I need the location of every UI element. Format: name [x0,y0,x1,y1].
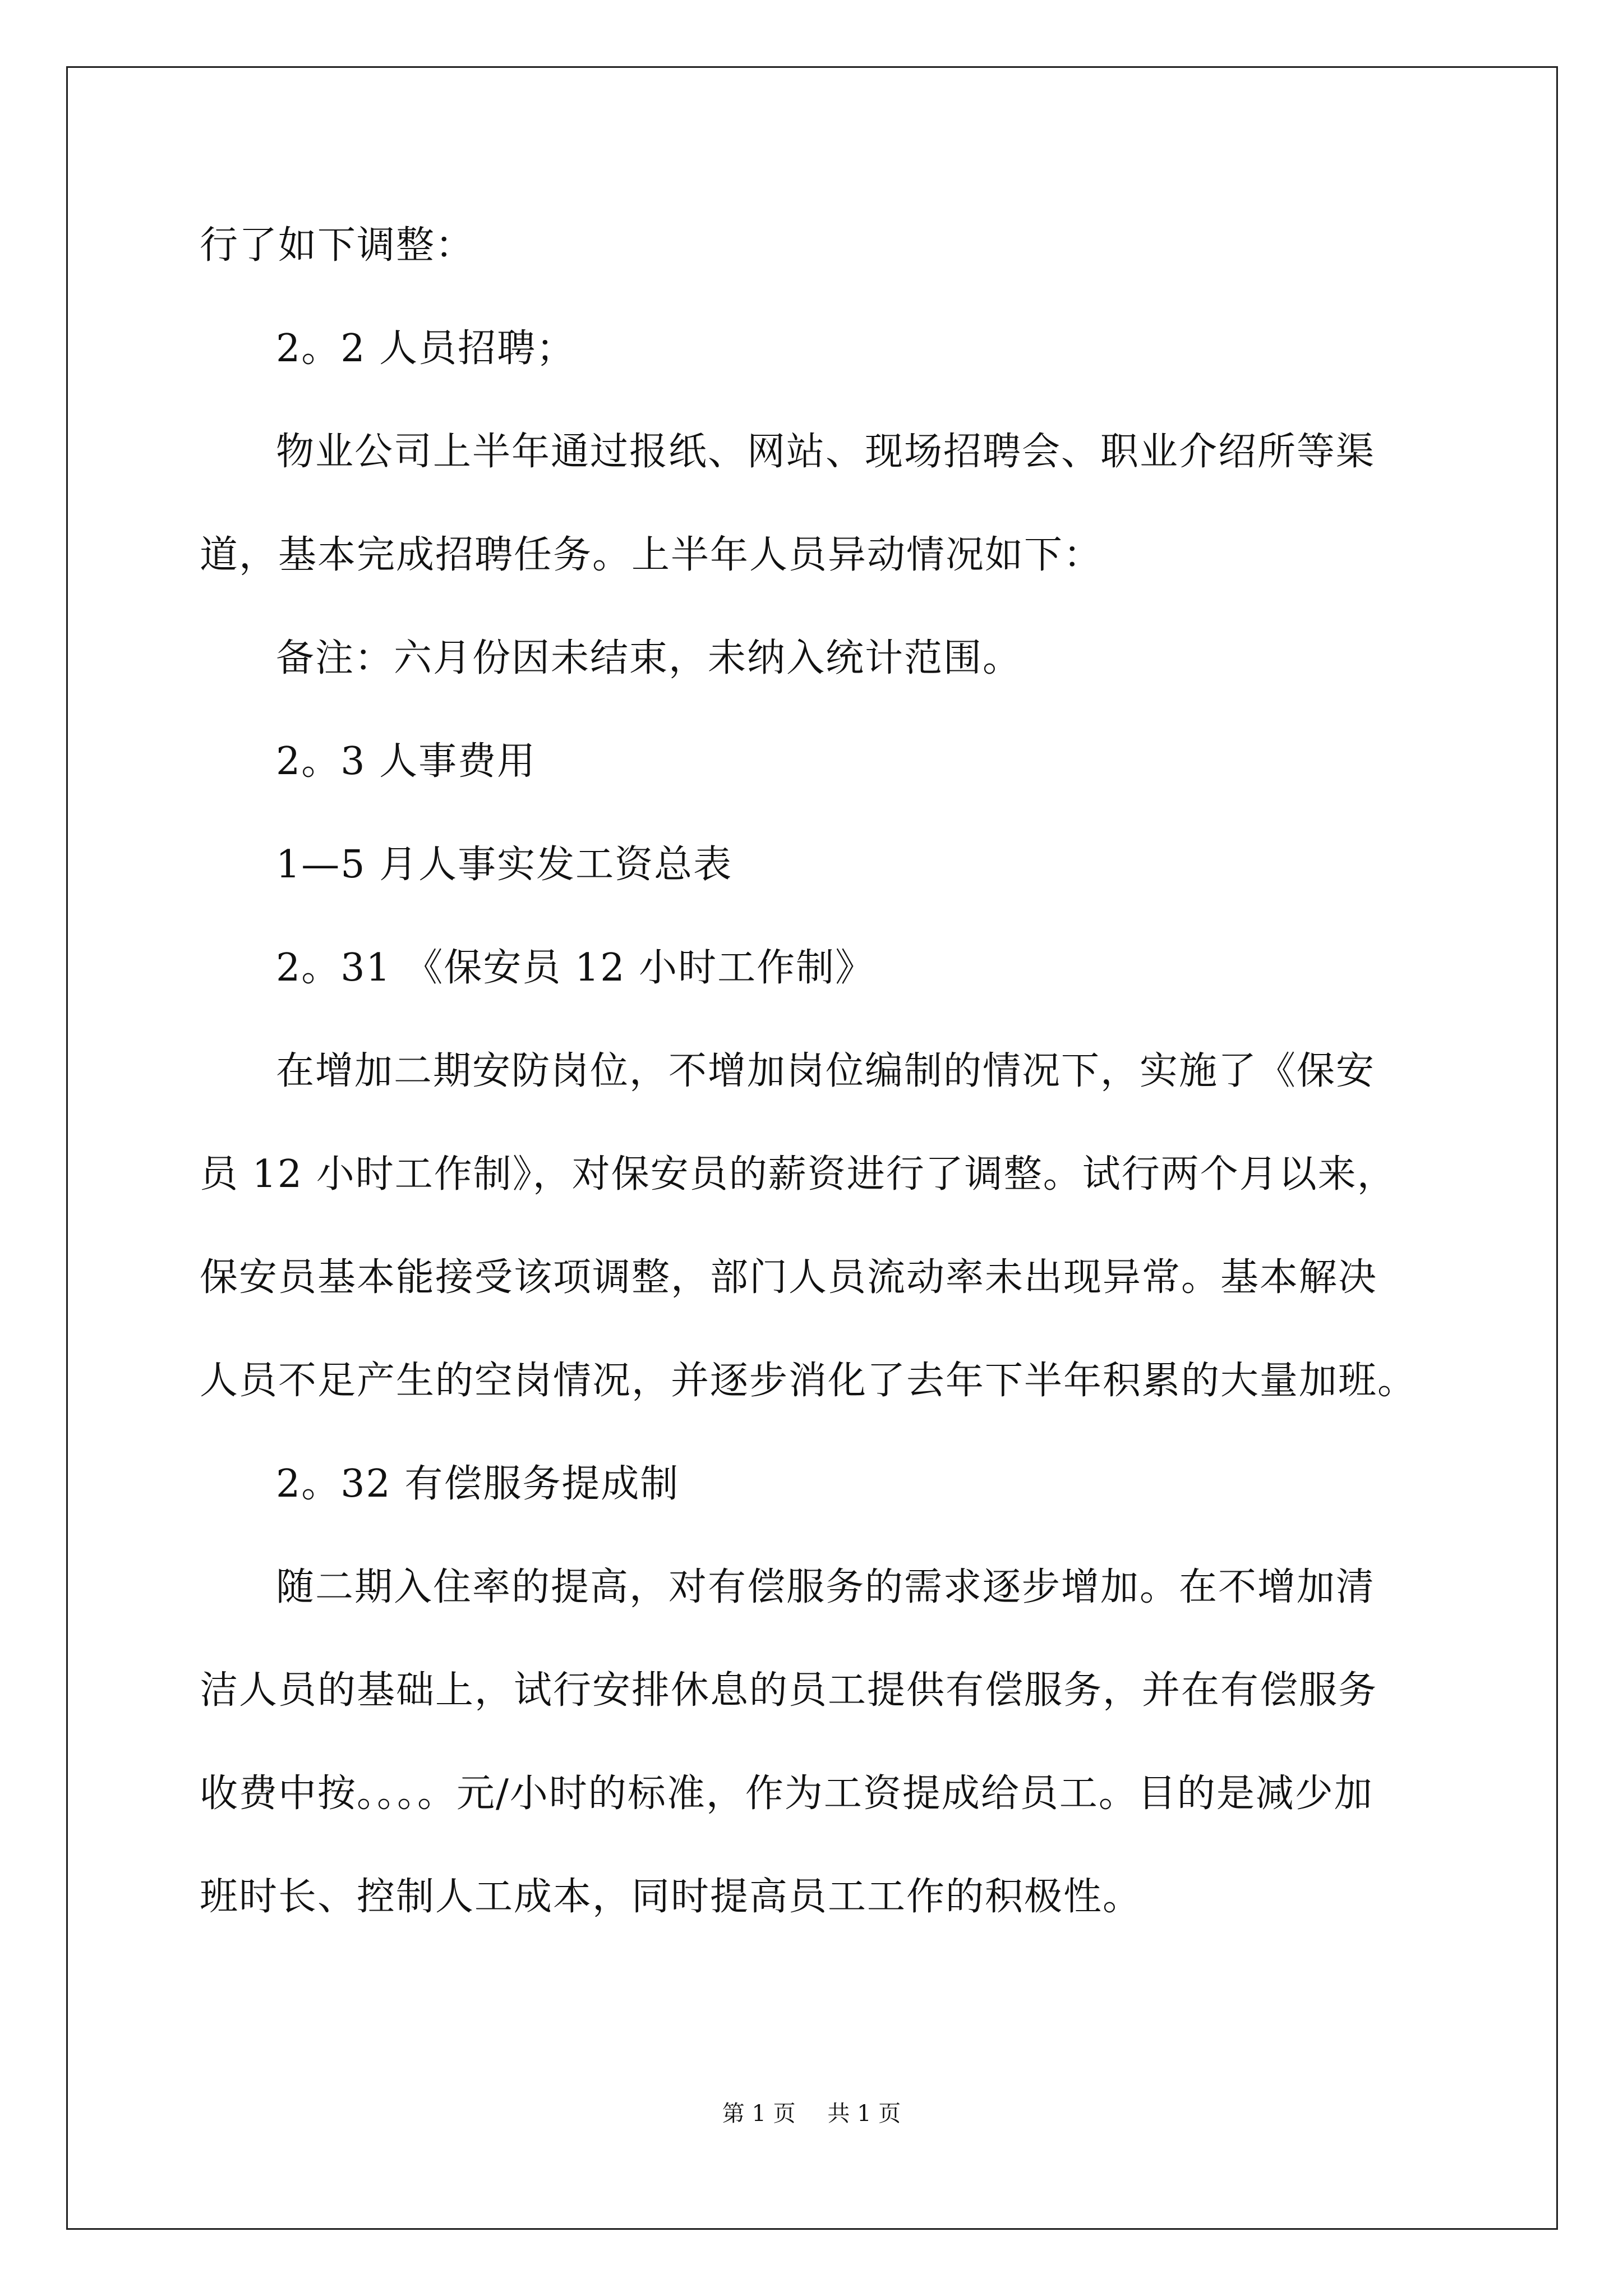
page-total: 共 1 页 [827,2101,901,2127]
paragraph-line: 保安员基本能接受该项调整，部门人员流动率未出现异常。基本解决 [200,1255,1378,1300]
paragraph-line: 道，基本完成招聘任务。上半年人员异动情况如下： [200,533,1103,577]
paragraph-line: 物业公司上半年通过报纸、网站、现场招聘会、职业介绍所等渠 [276,430,1376,474]
page-number: 第 1 页 [722,2101,796,2127]
paragraph-line: 员 12 小时工作制》，对保安员的薪资进行了调整。试行两个月以来， [200,1152,1396,1197]
section-heading: 2。3 人事费用 [276,739,537,784]
page-footer [0,2096,1623,2128]
document-body [200,219,1445,1924]
paragraph-line: 班时长、控制人工成本，同时提高员工工作的积极性。 [200,1875,1142,1919]
paragraph-line: 在增加二期安防岗位，不增加岗位编制的情况下，实施了《保安 [276,1049,1376,1093]
section-heading: 2。32 有偿服务提成制 [276,1462,680,1506]
section-heading: 2。2 人员招聘； [276,326,576,371]
paragraph-line: 随二期入住率的提高，对有偿服务的需求逐步增加。在不增加清 [276,1565,1376,1609]
paragraph-line: 人员不足产生的空岗情况，并逐步消化了去年下半年积累的大量加班。 [200,1359,1417,1403]
section-heading: 2。31 《保安员 12 小时工作制》 [276,946,875,990]
paragraph-line: 收费中按。。。。元/小时的标准，作为工资提成给员工。目的是减少加 [200,1772,1373,1816]
note-line: 备注：六月份因未结束，未纳入统计范围。 [276,636,1022,680]
paragraph-line: 洁人员的基础上，试行安排休息的员工提供有偿服务，并在有偿服务 [200,1668,1378,1713]
text-line: 行了如下调整： [200,223,475,268]
table-caption: 1—5 月人事实发工资总表 [276,843,733,887]
